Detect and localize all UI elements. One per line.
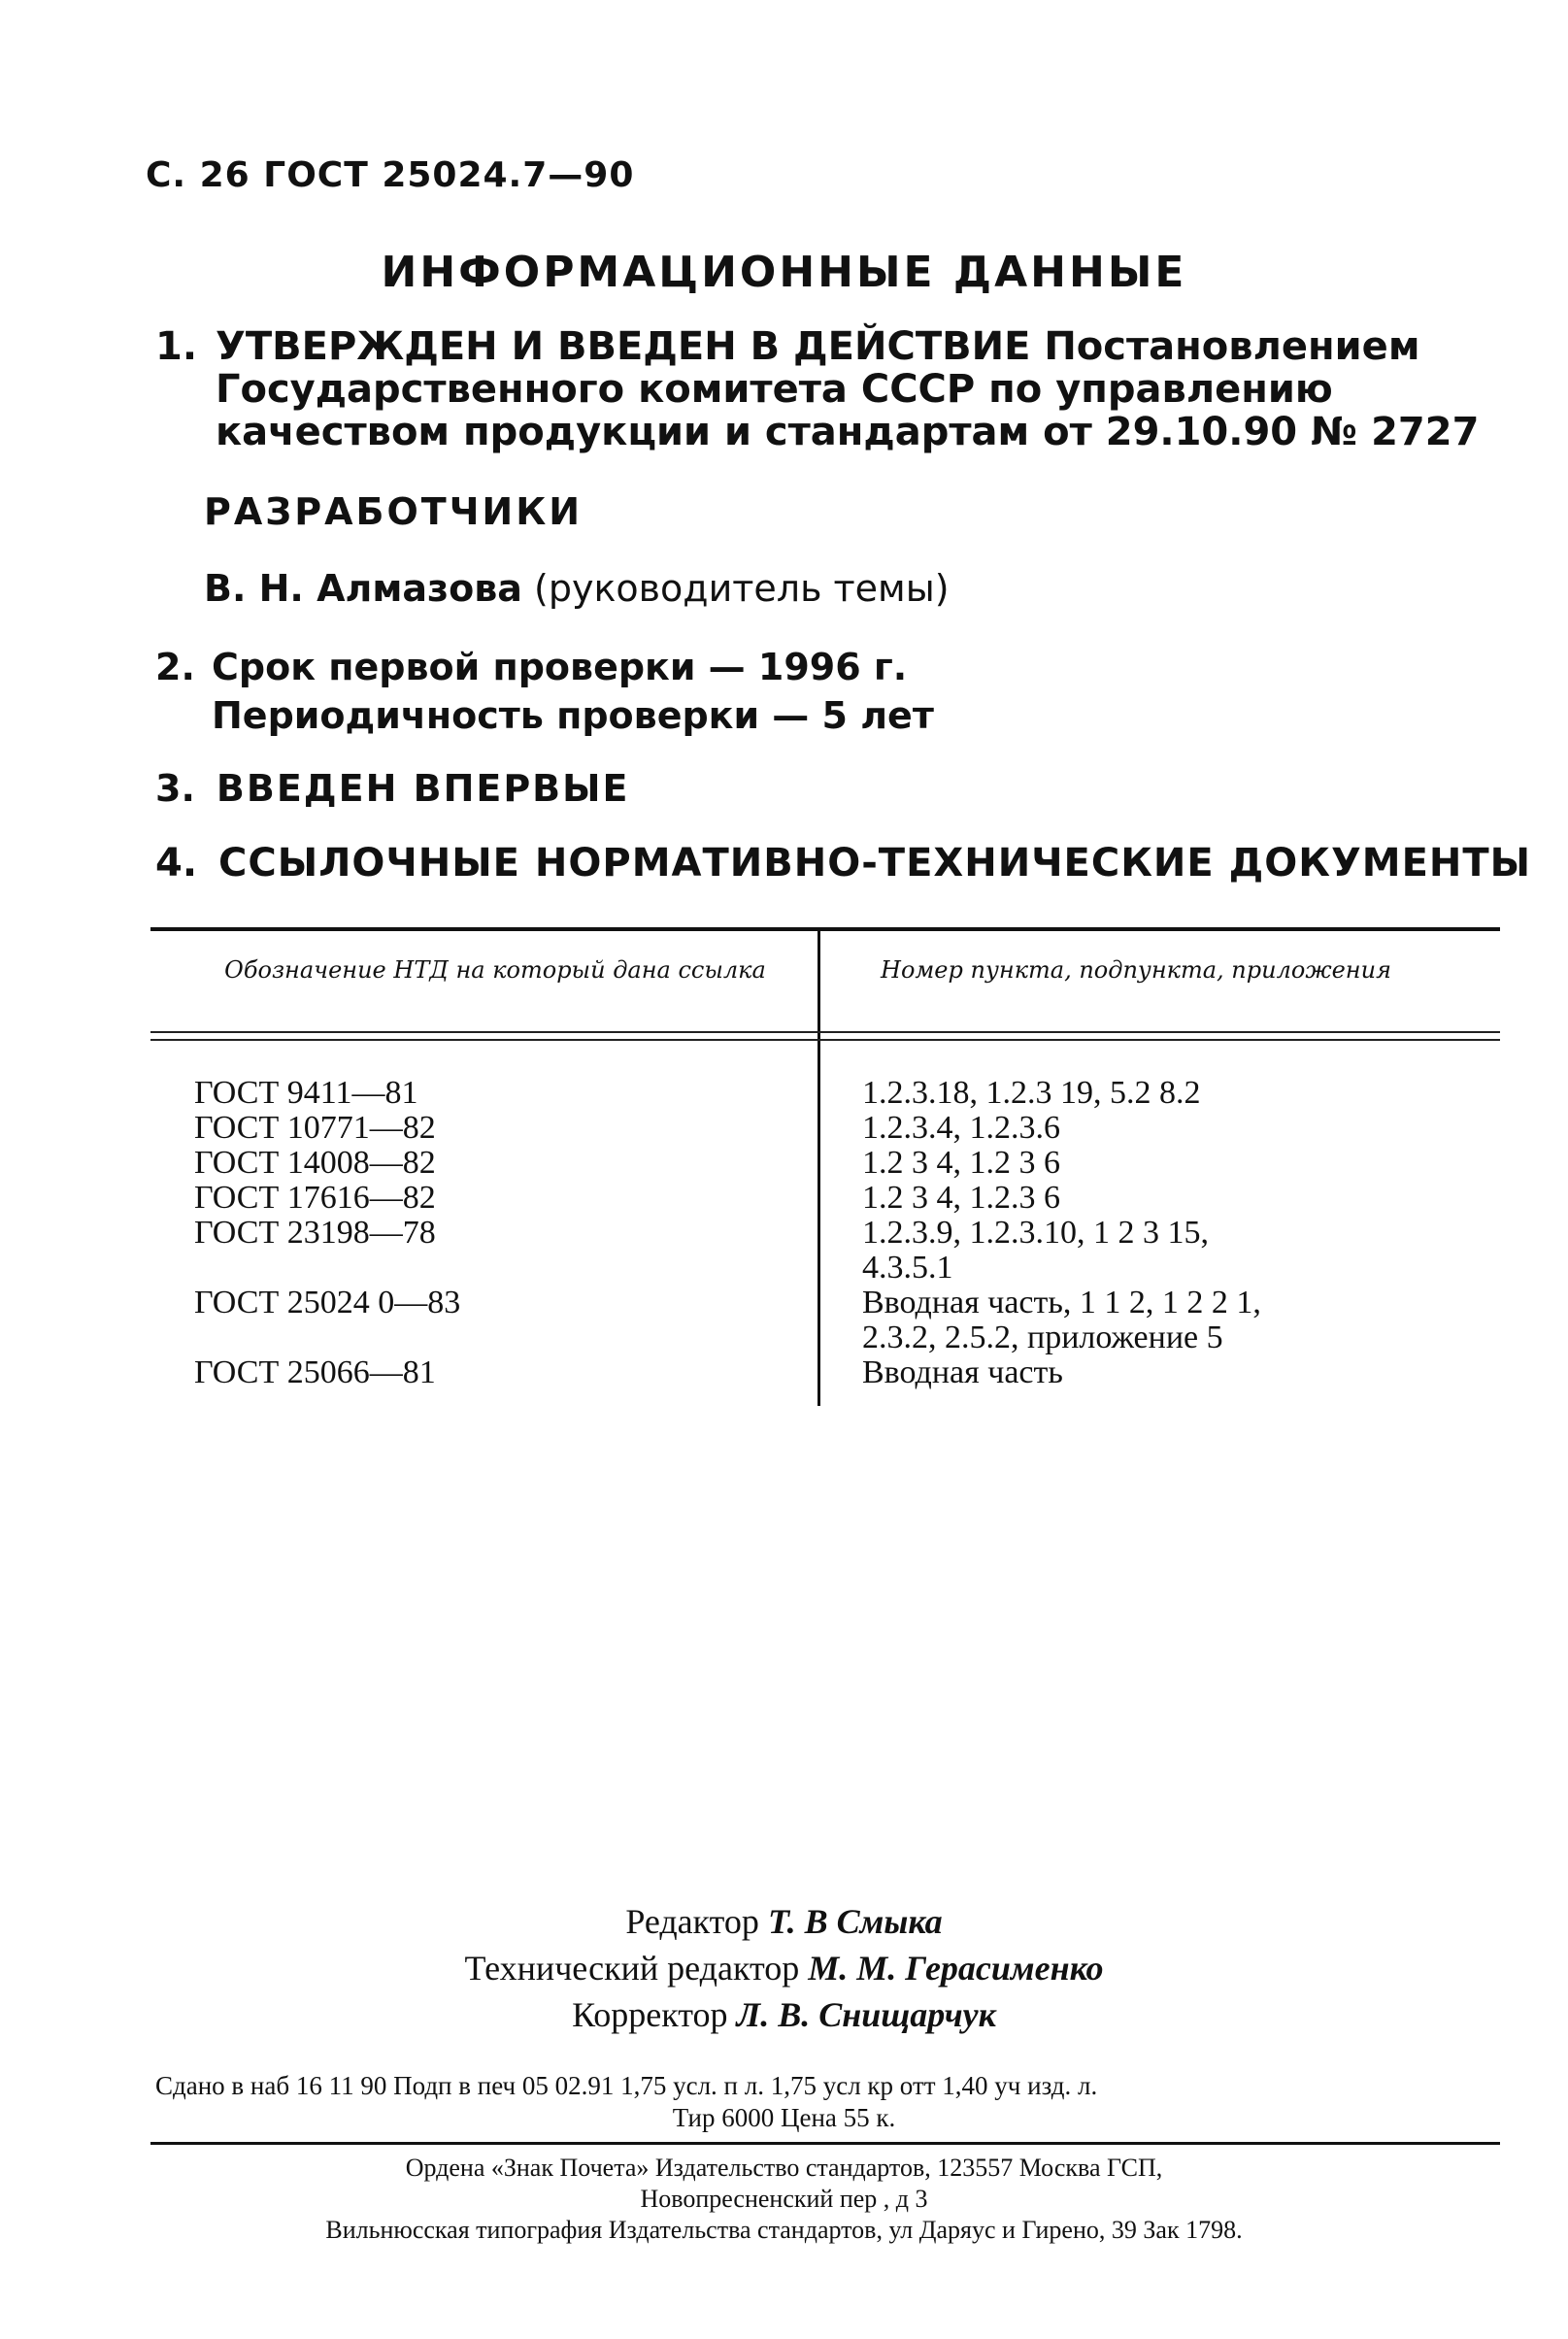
- table-header-rule: [150, 1031, 1500, 1033]
- footer-rule: [150, 2142, 1500, 2145]
- table-spacer: [194, 1320, 460, 1355]
- table-documents-column: [194, 1076, 460, 1390]
- table-top-rule: [150, 927, 1500, 931]
- table-cell-clause: Вводная часть: [862, 1354, 1063, 1390]
- item-text: ССЫЛОЧНЫЕ НОРМАТИВНО-ТЕХНИЧЕСКИЕ ДОКУМЕНТЫ: [218, 841, 1532, 885]
- developers-heading: РАЗРАБОТЧИКИ: [204, 490, 584, 533]
- printing-details: Сдано в наб 16 11 90 Подп в печ 05 02.91 1,75 усл. п л. 1,75 усл кр отт 1,40 уч изд. л.: [155, 2071, 1098, 2100]
- page-header: С. 26 ГОСТ 25024.7—90: [146, 155, 635, 195]
- table-cell-clause: 1.2 3 4, 1.2 3 6: [862, 1145, 1060, 1181]
- table-cell-clause: 1.2 3 4, 1.2.3 6: [862, 1180, 1060, 1216]
- table-header-rule: [150, 1039, 1500, 1041]
- publisher-line: Ордена «Знак Почета» Издательство стандартов, 123557 Москва ГСП,: [405, 2154, 1163, 2182]
- table-clauses-column: [862, 1076, 1261, 1390]
- item-text: ВВЕДЕН ВПЕРВЫЕ: [216, 767, 630, 810]
- credit-role: Технический редактор: [464, 1949, 800, 1988]
- table-cell-document: ГОСТ 9411—81: [194, 1075, 418, 1111]
- credits-block: [0, 1898, 1568, 2038]
- item-line: Периодичность проверки — 5 лет: [212, 694, 934, 737]
- item-number: 3.: [155, 767, 195, 810]
- credit-proofreader: [0, 1991, 1568, 2038]
- item-references: [155, 841, 1531, 885]
- credit-editor: [0, 1898, 1568, 1945]
- table-cell-clause: 1.2.3.18, 1.2.3 19, 5.2 8.2: [862, 1075, 1201, 1111]
- printing-run: Тир 6000 Цена 55 к.: [672, 2103, 896, 2132]
- table-header-document: Обозначение НТД на который дана ссылка: [224, 956, 766, 984]
- credit-name: Т. В Смыка: [767, 1902, 943, 1941]
- table-cell-clause: 2.3.2, 2.5.2, приложение 5: [862, 1320, 1223, 1355]
- publisher-address: Новопресненский пер , д 3: [640, 2185, 928, 2213]
- credit-name: Л. В. Снищарчук: [736, 1995, 996, 2034]
- table-cell-clause: Вводная часть, 1 1 2, 1 2 2 1,: [862, 1285, 1261, 1320]
- credit-role: Корректор: [572, 1995, 728, 2034]
- table-cell-clause: 1.2.3.9, 1.2.3.10, 1 2 3 15,: [862, 1215, 1209, 1251]
- item-first-introduced: [155, 767, 629, 810]
- table-column-divider: [817, 930, 820, 1406]
- printer-line: Вильнюсская типография Издательства стандартов, ул Даряус и Гирено, 39 Зак 1798.: [325, 2216, 1243, 2244]
- page-title: ИНФОРМАЦИОННЫЕ ДАННЫЕ: [381, 248, 1187, 297]
- credit-technical-editor: [0, 1945, 1568, 1991]
- table-cell-document: ГОСТ 17616—82: [194, 1180, 436, 1216]
- table-cell-document: ГОСТ 25066—81: [194, 1354, 436, 1390]
- item-line: Срок первой проверки — 1996 г.: [212, 646, 908, 688]
- table-cell-clause: 1.2.3.4, 1.2.3.6: [862, 1110, 1060, 1146]
- item-approval: [155, 325, 1515, 453]
- developer-name: В. Н. Алмазова: [204, 567, 522, 610]
- credit-name: М. М. Герасименко: [808, 1949, 1104, 1988]
- table-cell-document: ГОСТ 23198—78: [194, 1215, 436, 1251]
- table-cell-clause: 4.3.5.1: [862, 1250, 953, 1286]
- item-number: 4.: [155, 841, 198, 885]
- table-cell-document: ГОСТ 25024 0—83: [194, 1285, 461, 1320]
- table-header-clause: Номер пункта, подпункта, приложения: [881, 956, 1391, 984]
- developer-entry: [204, 567, 950, 610]
- item-number: 1.: [155, 324, 198, 369]
- item-number: 2.: [155, 646, 195, 688]
- table-cell-document: ГОСТ 14008—82: [194, 1145, 436, 1181]
- table-spacer: [194, 1251, 460, 1286]
- developer-role: (руководитель темы): [534, 567, 950, 610]
- credit-role: Редактор: [625, 1902, 759, 1941]
- item-review: [155, 643, 934, 740]
- item-text: УТВЕРЖДЕН И ВВЕДЕН В ДЕЙСТВИЕ Постановлением Государственного комитета СССР по управлению качеством продукции и стандартам от 29.10.90 № 2727: [216, 324, 1480, 454]
- table-cell-document: ГОСТ 10771—82: [194, 1110, 436, 1146]
